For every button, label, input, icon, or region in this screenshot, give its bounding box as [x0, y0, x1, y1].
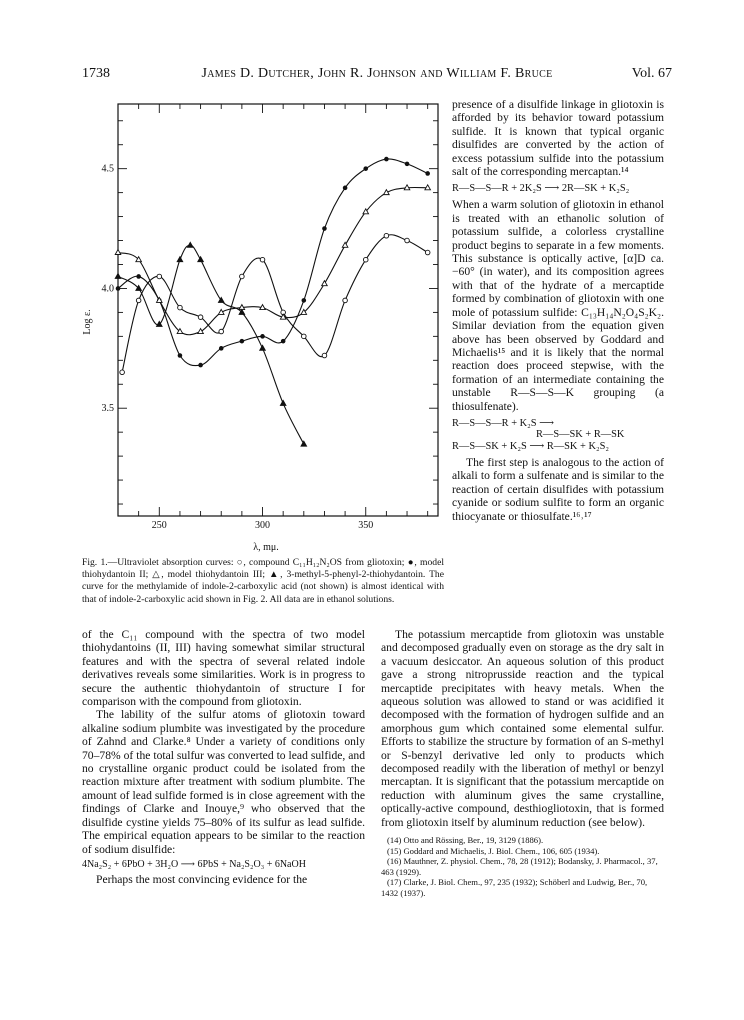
reference-item: (17) Clarke, J. Biol. Chem., 97, 235 (1932); Schöberl and Ludwig, Ber., 70, 1432 (1937).	[381, 877, 648, 899]
data-point	[425, 171, 430, 176]
x-axis-label: λ, mμ.	[253, 542, 279, 552]
data-point	[198, 329, 204, 334]
data-point	[240, 274, 245, 279]
data-point	[260, 345, 266, 350]
y-tick-label: 4.0	[101, 283, 114, 295]
equation: R—S—SK + K₂S ⟶ R—SK + K₂S₂	[452, 440, 610, 452]
data-point	[302, 334, 307, 339]
y-axis-label: Log ε.	[82, 309, 93, 335]
data-point	[343, 186, 348, 191]
running-authors: James D. Dutcher, John R. Johnson and William F. Bruce	[201, 66, 553, 81]
data-point	[260, 334, 265, 339]
data-point	[425, 250, 430, 255]
data-point	[322, 226, 327, 231]
left-column-bottom	[82, 628, 365, 886]
x-tick-label: 300	[255, 520, 271, 531]
data-point	[136, 274, 141, 279]
uv-absorption-chart	[82, 100, 444, 552]
data-point	[342, 242, 348, 247]
data-point	[281, 339, 286, 344]
data-point	[343, 298, 348, 303]
data-point	[363, 257, 368, 262]
reference-item: (15) Goddard and Michaelis, J. Biol. Chem., 106, 605 (1934).	[387, 845, 600, 856]
data-point	[219, 329, 224, 334]
reference-item: (16) Mauthner, Z. physiol. Chem., 78, 28 (1912); Bodansky, J. Pharmacol., 37, 463 (1929).	[381, 856, 658, 877]
data-point	[384, 157, 389, 162]
equation: 4Na₂S₂ + 6PbO + 3H₂O ⟶ 6PbS + Na₂S₂O₃ + 6NaOH	[82, 858, 306, 870]
data-point	[198, 315, 203, 320]
reference-item: (14) Otto and Rössing, Ber., 19, 3129 (1886).	[387, 835, 544, 846]
data-point	[187, 242, 193, 247]
paragraph: Perhaps the most convincing evidence for the	[96, 872, 308, 886]
series-line	[118, 245, 304, 444]
data-point	[363, 166, 368, 171]
right-column-bottom	[381, 628, 664, 899]
page-number: 1738	[82, 66, 110, 81]
equation: R—S—SK + R—SK	[536, 428, 625, 440]
data-point	[219, 346, 224, 351]
data-point	[120, 370, 125, 375]
data-point	[302, 298, 307, 303]
data-point	[260, 257, 265, 262]
y-tick-label: 3.5	[101, 403, 114, 415]
data-point	[177, 257, 183, 262]
data-point	[157, 274, 162, 279]
volume-label: Vol. 67	[631, 66, 672, 81]
paragraph: of the C₁₁ compound with the spectra of two model thiohydantoins (II, III) having somewhat similar structural features and with the spectra of several related indole derivatives reveals some similarities. Work is in progress to secure the authentic thiohydantoin of structure I for comparison with the compound from gliotoxin.	[82, 628, 365, 709]
y-tick-label: 4.5	[101, 163, 114, 175]
page-header	[82, 66, 672, 84]
paragraph: When a warm solution of gliotoxin in ethanol is treated with an ethanolic solution of potassium sulfide, a colorless crystalline product begins to separate in a few moments. This substance is optically active, [α]D ca. −60° (in water), and its composition agrees with that of the hydrate of a mercaptide formed by combination of gliotoxin with one mole of potassium sulfide: C₁₃H₁₄N₂O₄S₂K₂. Similar deviation from the equation given above has been observed by Goddard and Michaelis¹⁵ and it is likely that the normal reaction does proceed stepwise, with the formation of an intermediate containing the unstable R—S—S—K grouping (a thiosulfenate).	[452, 198, 664, 413]
data-point	[136, 298, 141, 303]
x-tick-label: 250	[151, 520, 167, 531]
data-point	[301, 441, 307, 446]
x-tick-label: 350	[358, 520, 374, 531]
data-point	[116, 286, 121, 291]
data-point	[280, 400, 286, 405]
data-point	[178, 305, 183, 310]
figure-caption: Fig. 1.—Ultraviolet absorption curves: ○, compound C₁₁H₁₂N₂OS from gliotoxin; ●, model thiohydantoin II; △, model thiohydantoin III; ▲, 3-methyl-5-phenyl-2-thiohydantoin. The curve for the methylamide of indole-2-carboxylic acid (not shown) is almost identical with that of indole-2-carboxylic acid shown in Fig. 2. All data are in ethanol solutions.	[82, 557, 444, 605]
series-line	[118, 159, 428, 366]
data-point	[240, 339, 245, 344]
data-point	[198, 257, 204, 262]
paragraph: The lability of the sulfur atoms of gliotoxin toward alkaline sodium plumbite was investigated by the procedure of Zahnd and Clarke.⁸ Under a variety of conditions only 70–78% of the total sulfur was converted to lead sulfide, and no crystalline organic product could be isolated from the reaction mixture after treatment with sodium plumbite. The amount of lead sulfide formed is in close agreement with the findings of Clarke and Inouye,⁹ who observed that the disulfide cystine yields 75–80% of its sulfur as lead sulfide. The empirical equation appears to be similar to the reaction of sodium disulfide:	[82, 708, 365, 856]
equation: R—S—S—R + 2K₂S ⟶ 2R—SK + K₂S₂	[452, 183, 630, 195]
paragraph: The first step is analogous to the action of alkali to form a sulfenate and is similar to the reaction of certain disulfides with potassium cyanide or sodium sulfite to form an organic thiocyanate or thiosulfate.¹⁶˒¹⁷	[452, 455, 664, 523]
right-column-top	[452, 98, 664, 523]
data-point	[198, 363, 203, 368]
data-point	[405, 238, 410, 243]
data-point	[405, 162, 410, 167]
equation: R—S—S—R + K₂S ⟶	[452, 417, 555, 429]
paragraph: The potassium mercaptide from gliotoxin was unstable and decomposed gradually even on storage as the dry salt in a vacuum desiccator. An aqueous solution of this product gave a strong nitroprusside reaction and the typical mercaptide precipitates with heavy metals. When the aqueous solution was allowed to stand or was acidified it decomposed with the formation of hydrogen sulfide and an amorphous gum which contained some elemental sulfur. Efforts to stabilize the structure by formation of an S-methyl or S-benzyl derivative led only to products which decomposed readily with the liberation of methyl or benzyl mercaptan. It is significant that the potassium mercaptide on reduction with aluminum gives the same crystalline, optically-active compound, desthiogliotoxin, that is formed from gliotoxin itself by aluminum reduction (see below).	[381, 628, 664, 829]
data-point	[115, 250, 121, 255]
data-point	[384, 233, 389, 238]
chart-series	[115, 157, 430, 446]
references	[381, 835, 664, 899]
data-point	[322, 353, 327, 358]
data-point	[178, 353, 183, 358]
paragraph: presence of a disulfide linkage in gliotoxin is afforded by its behavior toward potassium sulfide. It is known that typical organic disulfides are converted by the action of excess potassium sulfide into the potassium salt of the corresponding mercaptan.¹⁴	[452, 98, 664, 179]
data-point	[115, 273, 121, 278]
